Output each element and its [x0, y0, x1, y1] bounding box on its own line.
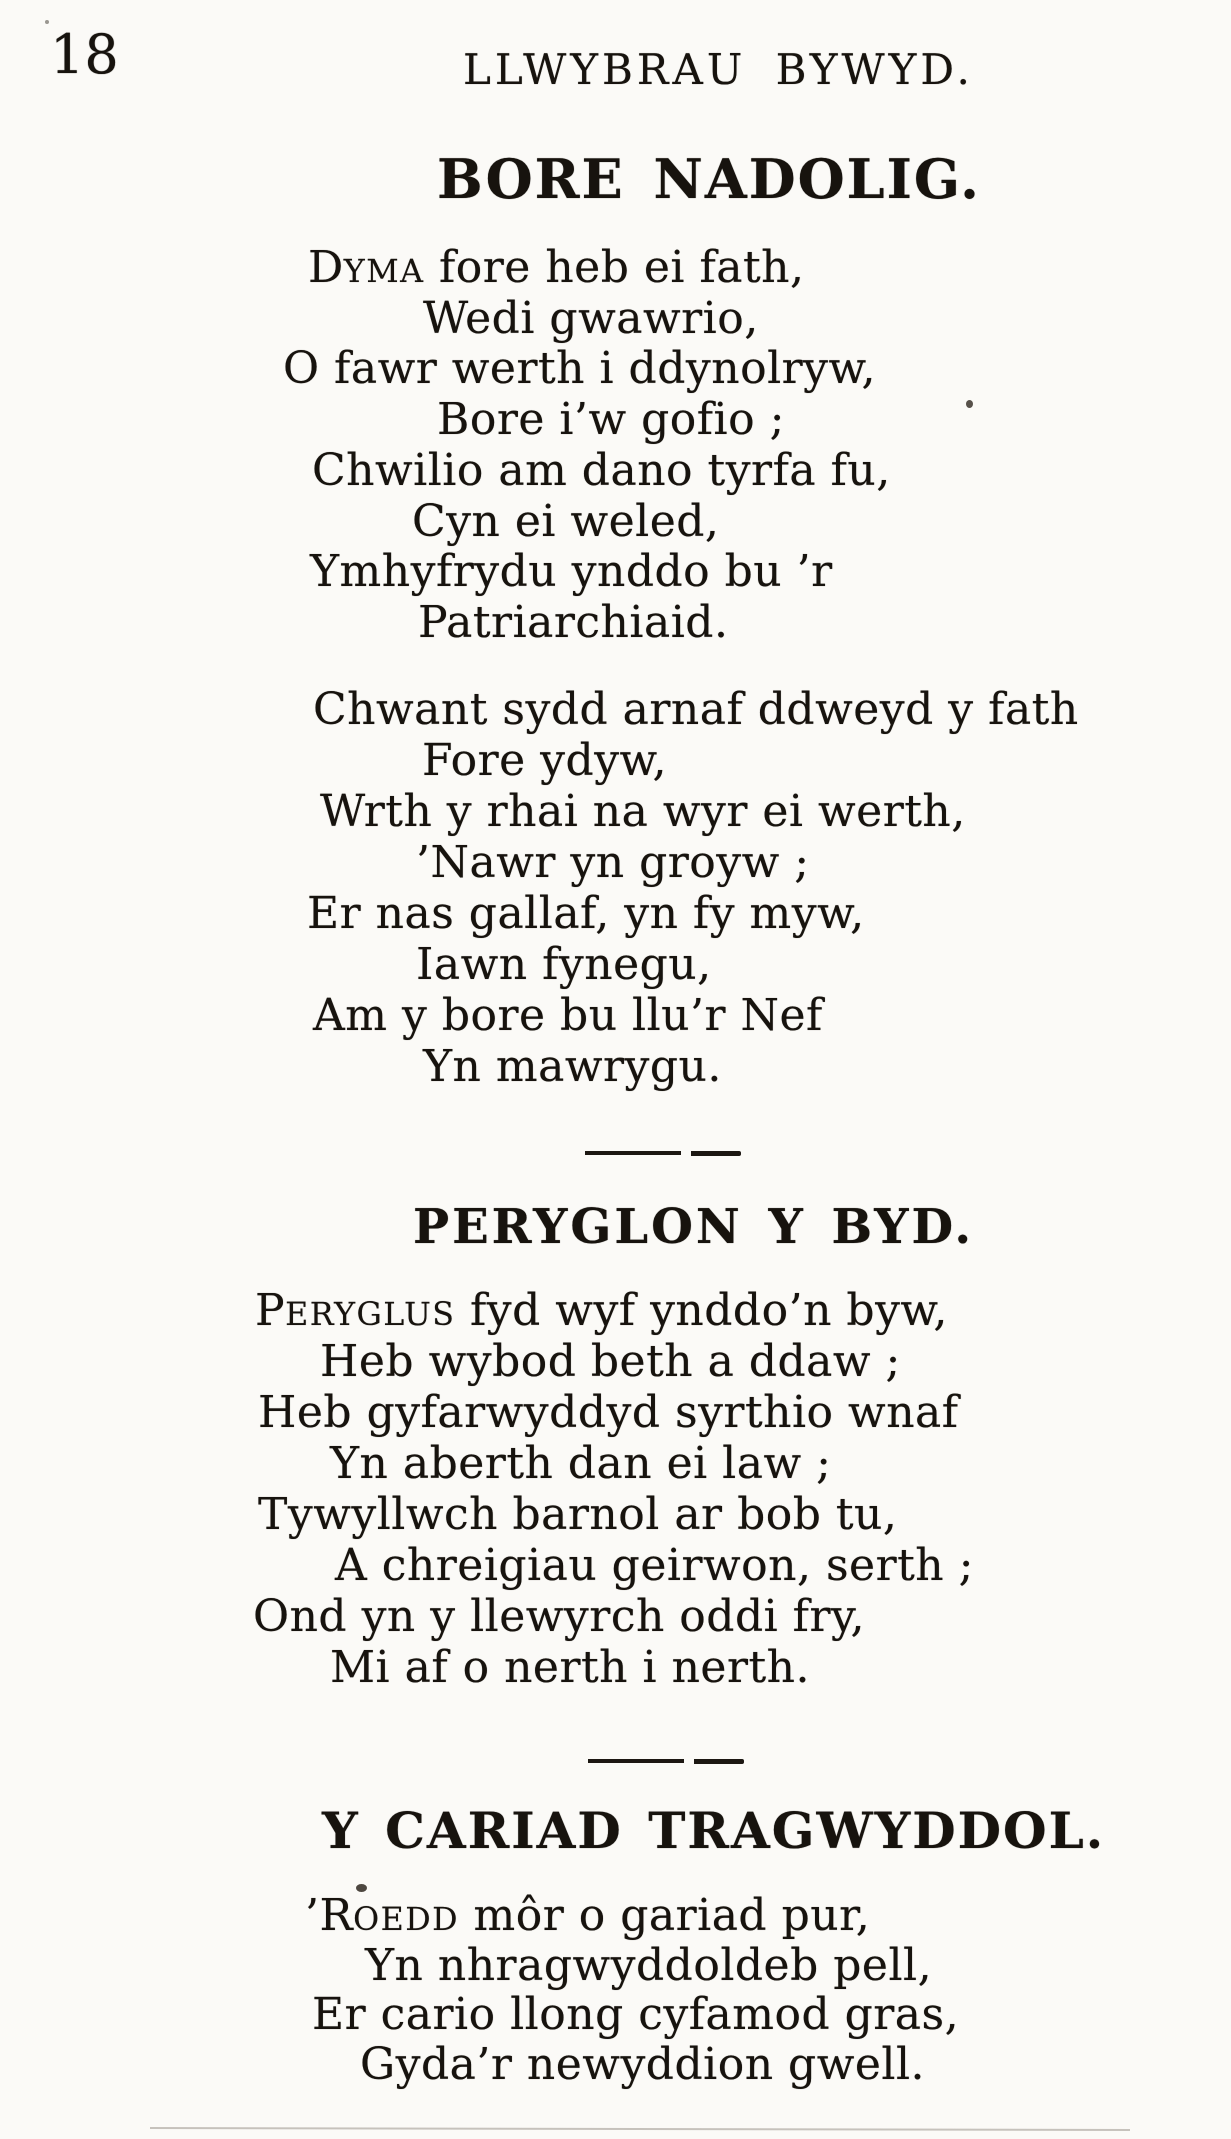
- poem-line: Tywyllwch barnol ar bob tu,: [258, 1489, 898, 1540]
- poem-line: Ymhyfrydu ynddo bu ’r: [310, 546, 833, 597]
- poem-line: Gyda’r newyddion gwell.: [360, 2039, 926, 2090]
- section-divider: [588, 1759, 744, 1764]
- running-header: LLWYBRAU BYWYD.: [463, 45, 974, 94]
- poem-line: Iawn fynegu,: [416, 939, 712, 990]
- poem-line: A chreigiau geirwon, serth ;: [335, 1540, 974, 1591]
- poem-title-bore-nadolig: BORE NADOLIG.: [437, 147, 981, 211]
- poem-line: Yn mawrygu.: [423, 1041, 722, 1092]
- poem-line: ’ROEDD môr o gariad pur,: [305, 1890, 871, 1941]
- poem-line: Heb wybod beth a ddaw ;: [320, 1336, 901, 1387]
- page-bottom-scan-line: [150, 2127, 1130, 2131]
- poem-line: Ond yn y llewyrch oddi fry,: [253, 1591, 865, 1642]
- poem-line: ’Nawr yn groyw ;: [416, 837, 810, 888]
- poem-title-y-cariad-tragwyddol: Y CARIAD TRAGWYDDOL.: [322, 1801, 1106, 1860]
- poem-title-peryglon-y-byd: PERYGLON Y BYD.: [413, 1199, 975, 1255]
- poem-line: O fawr werth i ddynolryw,: [283, 343, 876, 394]
- section-divider: [585, 1151, 741, 1156]
- poem-line: Yn aberth dan ei law ;: [330, 1438, 832, 1489]
- poem-line: DYMA fore heb ei fath,: [308, 242, 805, 293]
- poem-line: Mi af o nerth i nerth.: [330, 1642, 810, 1693]
- poem-line: Wrth y rhai na wyr ei werth,: [320, 786, 966, 837]
- divider-short-rule: [694, 1759, 744, 1764]
- poem-line: Cyn ei weled,: [412, 496, 720, 547]
- divider-long-rule: [585, 1151, 681, 1155]
- poem-line: Bore i’w gofio ;: [437, 394, 785, 445]
- poem-line: Er cario llong cyfamod gras,: [312, 1989, 960, 2040]
- poem-line: Fore ydyw,: [422, 735, 667, 786]
- page-number: 18: [50, 23, 119, 86]
- poem-line: Am y bore bu llu’r Nef: [313, 990, 823, 1041]
- divider-long-rule: [588, 1759, 684, 1763]
- poem-line: Chwant sydd arnaf ddweyd y fath: [313, 684, 1079, 735]
- poem-line: Patriarchiaid.: [418, 597, 729, 648]
- poem-line: Er nas gallaf, yn fy myw,: [307, 888, 865, 939]
- poem-line: Yn nhragwyddoldeb pell,: [365, 1940, 933, 1991]
- divider-short-rule: [691, 1151, 741, 1156]
- ink-speck: [966, 400, 973, 408]
- poem-line: Chwilio am dano tyrfa fu,: [312, 445, 891, 496]
- poem-line: Heb gyfarwyddyd syrthio wnaf: [258, 1387, 959, 1438]
- poem-line: PERYGLUS fyd wyf ynddo’n byw,: [255, 1285, 948, 1336]
- poem-line: Wedi gwawrio,: [423, 293, 759, 344]
- ink-speck: [45, 20, 49, 24]
- ink-speck: [356, 1884, 367, 1892]
